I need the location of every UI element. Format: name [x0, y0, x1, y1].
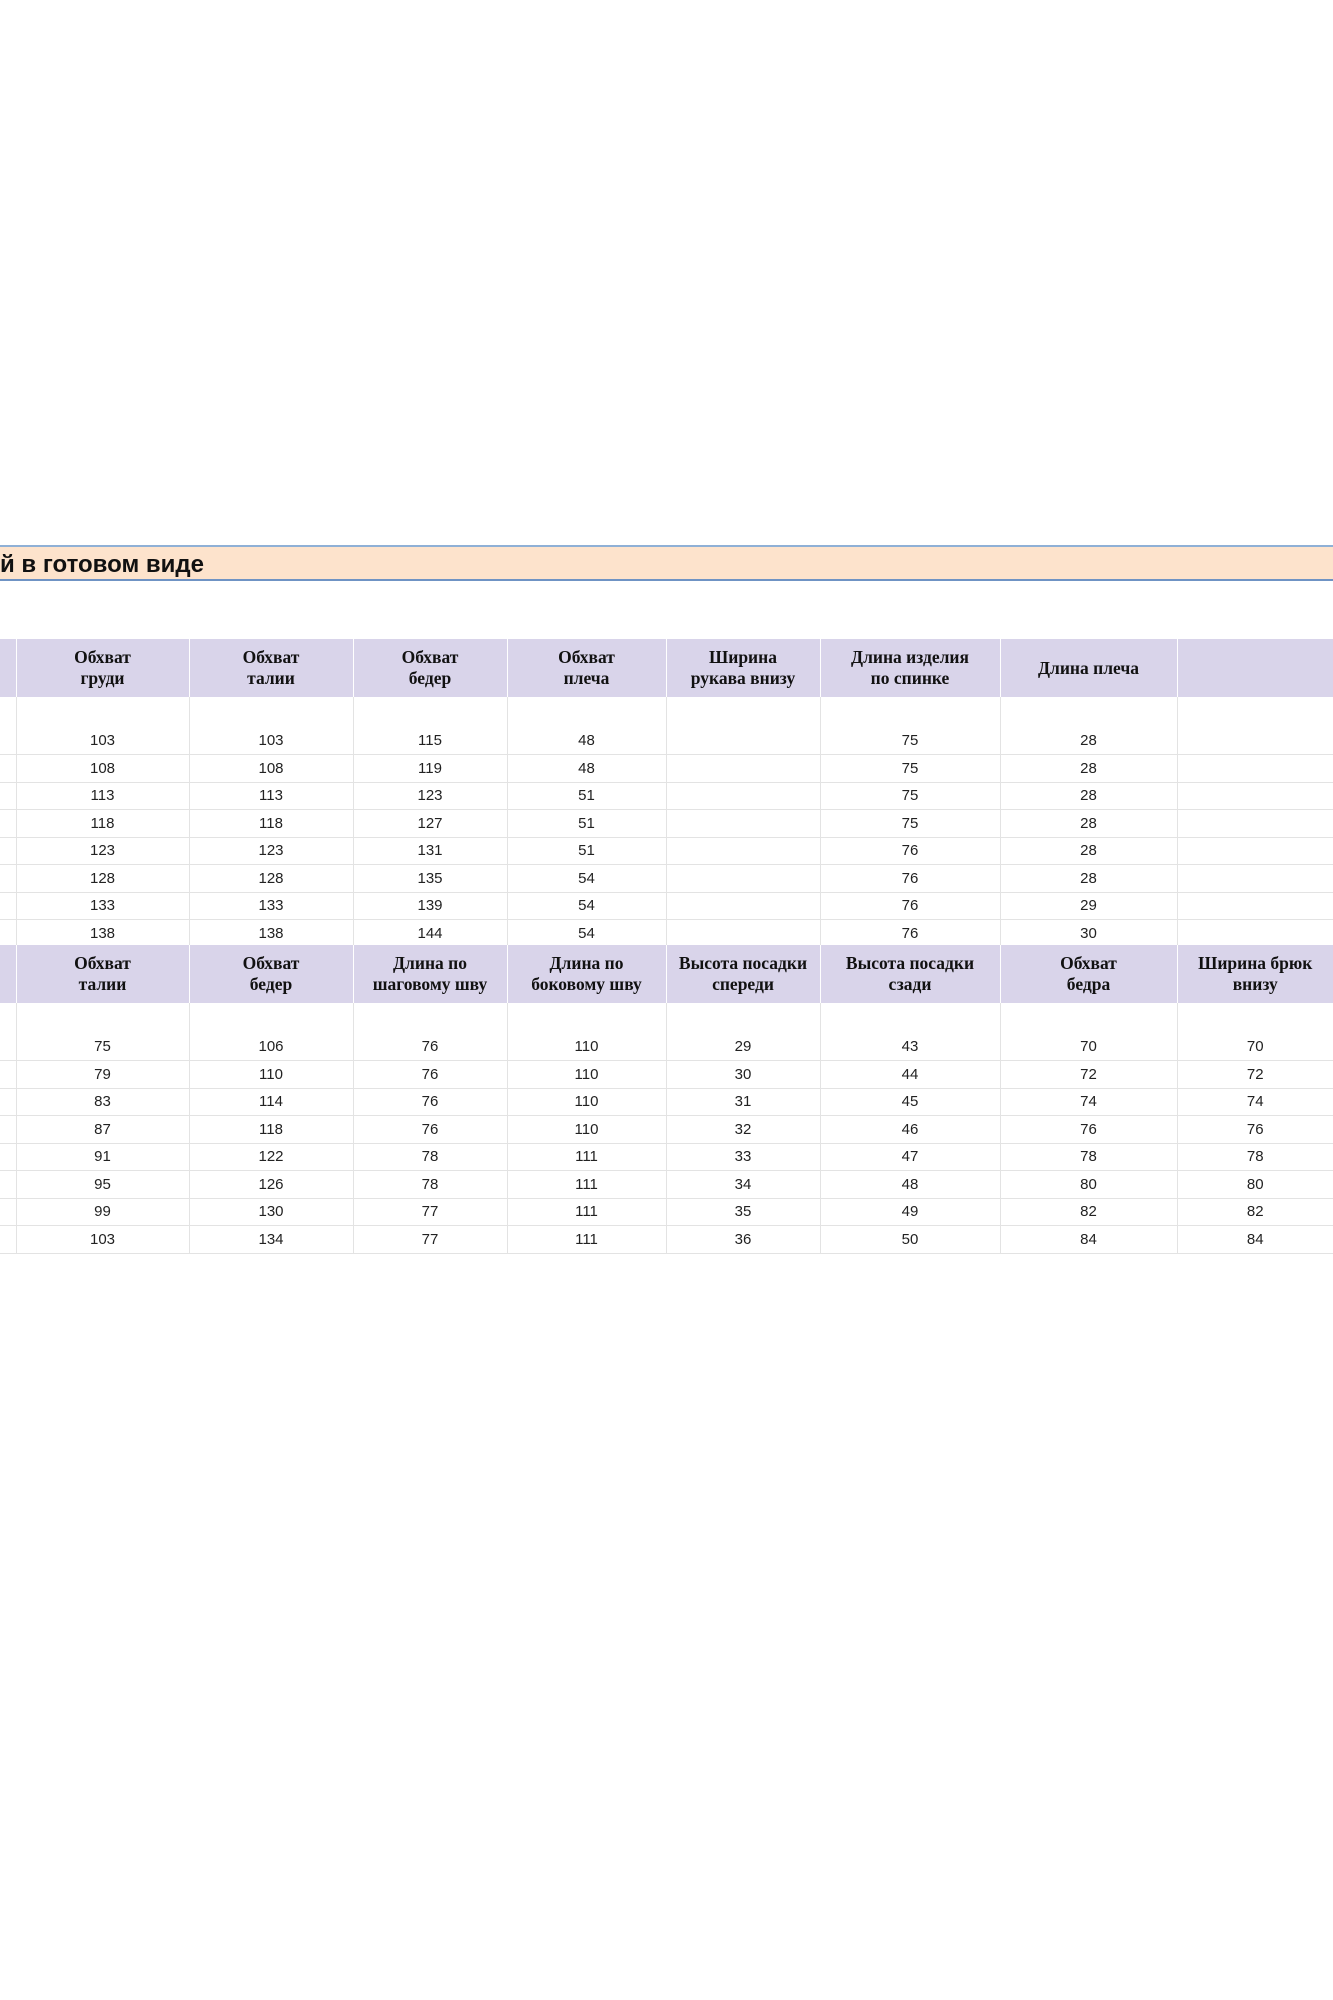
- table-row: [0, 755, 1333, 783]
- column-header-line: сзади: [888, 974, 932, 994]
- table-cell: [1177, 782, 1333, 810]
- column-header-line: спереди: [712, 974, 774, 994]
- table-cell: 83: [16, 1088, 189, 1116]
- column-header: [1000, 945, 1177, 1003]
- column-header: [666, 639, 820, 697]
- table-cell: 28: [1000, 865, 1177, 893]
- table-cell: 139: [353, 892, 507, 920]
- table-cell: 76: [353, 1061, 507, 1089]
- column-header: [353, 639, 507, 697]
- table-cell: [666, 837, 820, 865]
- spacer-row: [0, 1003, 1333, 1033]
- column-header-line: бедра: [1066, 974, 1111, 994]
- table-cell: 79: [16, 1061, 189, 1089]
- column-header: [16, 945, 189, 1003]
- table-cell: [1177, 810, 1333, 838]
- table-cell: 127: [353, 810, 507, 838]
- table-cell: 91: [16, 1143, 189, 1171]
- column-header-line: внизу: [1232, 974, 1278, 994]
- table-row: [0, 1143, 1333, 1171]
- table-cell: [0, 1116, 16, 1144]
- spacer-cell: [16, 1003, 189, 1033]
- header-row: [0, 945, 1333, 1003]
- table-cell: 49: [820, 1198, 1000, 1226]
- table-cell: 75: [820, 810, 1000, 838]
- table-cell: [1177, 892, 1333, 920]
- table-cell: 76: [820, 920, 1000, 948]
- table-cell: [666, 755, 820, 783]
- table-cell: 123: [16, 837, 189, 865]
- table-cell: 135: [353, 865, 507, 893]
- spacer-cell: [1000, 1003, 1177, 1033]
- table-cell: 76: [353, 1116, 507, 1144]
- column-header-line: рукава внизу: [690, 668, 796, 688]
- table-cell: 80: [1000, 1171, 1177, 1199]
- column-header-line: плеча: [563, 668, 610, 688]
- table-cell: [0, 892, 16, 920]
- table-cell: [0, 810, 16, 838]
- column-header-line: груди: [80, 668, 125, 688]
- column-header-line: Длина по: [393, 953, 467, 973]
- table-cell: [0, 1198, 16, 1226]
- table-cell: 43: [820, 1033, 1000, 1061]
- column-header: [820, 945, 1000, 1003]
- table-cell: 50: [820, 1226, 1000, 1254]
- table-cell: 128: [16, 865, 189, 893]
- table-cell: [0, 1226, 16, 1254]
- table-cell: 76: [820, 837, 1000, 865]
- table-cell: 111: [507, 1198, 666, 1226]
- table-cell: [666, 892, 820, 920]
- table-cell: 115: [353, 727, 507, 755]
- spacer-cell: [666, 697, 820, 727]
- table-cell: 84: [1000, 1226, 1177, 1254]
- column-header: [1177, 639, 1333, 697]
- table-cell: 47: [820, 1143, 1000, 1171]
- column-header: [189, 945, 353, 1003]
- table-cell: 51: [507, 810, 666, 838]
- table-cell: 76: [1177, 1116, 1333, 1144]
- table-cell: 48: [507, 727, 666, 755]
- table-cell: 54: [507, 920, 666, 948]
- table-cell: 122: [189, 1143, 353, 1171]
- table-row: [0, 892, 1333, 920]
- column-header: [507, 945, 666, 1003]
- table-cell: [0, 755, 16, 783]
- table-cell: 72: [1000, 1061, 1177, 1089]
- table-cell: 76: [1000, 1116, 1177, 1144]
- table-cell: 35: [666, 1198, 820, 1226]
- column-header-line: Ширина: [709, 647, 777, 667]
- table-cell: [0, 1143, 16, 1171]
- page-title: й в готовом виде: [0, 551, 204, 578]
- table-cell: [0, 1033, 16, 1061]
- column-header-line: по спинке: [870, 668, 950, 688]
- table-cell: [666, 727, 820, 755]
- table-cell: 133: [16, 892, 189, 920]
- table-cell: 110: [189, 1061, 353, 1089]
- table-row: [0, 1226, 1333, 1254]
- table-cell: [0, 865, 16, 893]
- table-cell: 76: [820, 865, 1000, 893]
- table-row: [0, 837, 1333, 865]
- table-cell: [0, 1061, 16, 1089]
- spacer-cell: [0, 697, 16, 727]
- header-row: [0, 639, 1333, 697]
- column-header-line: Обхват: [1060, 953, 1117, 973]
- spacer-cell: [507, 1003, 666, 1033]
- table-cell: [0, 782, 16, 810]
- table-row: [0, 810, 1333, 838]
- column-header-line: Высота посадки: [845, 953, 975, 973]
- table-cell: 51: [507, 837, 666, 865]
- table-cell: 80: [1177, 1171, 1333, 1199]
- table-cell: 48: [507, 755, 666, 783]
- column-header-line: Обхват: [242, 647, 300, 667]
- table-cell: 123: [353, 782, 507, 810]
- size-table-bottom: [0, 945, 1333, 1254]
- table-cell: 78: [1000, 1143, 1177, 1171]
- table-cell: 108: [16, 755, 189, 783]
- column-header-line: Обхват: [401, 647, 459, 667]
- table-cell: 76: [353, 1088, 507, 1116]
- table-cell: 87: [16, 1116, 189, 1144]
- table-cell: 72: [1177, 1061, 1333, 1089]
- table-cell: 126: [189, 1171, 353, 1199]
- table-cell: 78: [353, 1171, 507, 1199]
- column-header: [16, 639, 189, 697]
- column-header-line: Обхват: [242, 953, 300, 973]
- column-header-line: Обхват: [558, 647, 615, 667]
- table-cell: 84: [1177, 1226, 1333, 1254]
- table-cell: [0, 1088, 16, 1116]
- table-row: [0, 920, 1333, 948]
- table-cell: 28: [1000, 810, 1177, 838]
- column-header: [820, 639, 1000, 697]
- table-cell: 31: [666, 1088, 820, 1116]
- column-header-line: Обхват: [74, 647, 131, 667]
- table-cell: [1177, 865, 1333, 893]
- table-cell: 106: [189, 1033, 353, 1061]
- spacer-cell: [507, 697, 666, 727]
- table-row: [0, 1171, 1333, 1199]
- column-header: [353, 945, 507, 1003]
- table-cell: 46: [820, 1116, 1000, 1144]
- column-header-line: Длина изделия: [851, 647, 969, 667]
- size-table-top: [0, 639, 1333, 948]
- table-cell: 133: [189, 892, 353, 920]
- table-row: [0, 1198, 1333, 1226]
- table-cell: 138: [16, 920, 189, 948]
- table-cell: 28: [1000, 837, 1177, 865]
- spacer-cell: [820, 697, 1000, 727]
- table-cell: 110: [507, 1088, 666, 1116]
- table-cell: 30: [666, 1061, 820, 1089]
- table-row: [0, 1061, 1333, 1089]
- table-cell: 33: [666, 1143, 820, 1171]
- table-cell: 114: [189, 1088, 353, 1116]
- column-header-line: талии: [247, 668, 295, 688]
- table-cell: 28: [1000, 782, 1177, 810]
- table-cell: 111: [507, 1226, 666, 1254]
- table-cell: 108: [189, 755, 353, 783]
- column-header-line: боковому шву: [531, 974, 642, 994]
- column-header-line: талии: [78, 974, 127, 994]
- table-row: [0, 727, 1333, 755]
- table-cell: 75: [820, 727, 1000, 755]
- table-cell: 103: [189, 727, 353, 755]
- table-cell: 28: [1000, 727, 1177, 755]
- table-cell: 75: [820, 782, 1000, 810]
- table-cell: 138: [189, 920, 353, 948]
- table-row: [0, 1033, 1333, 1061]
- table-cell: 82: [1000, 1198, 1177, 1226]
- table-cell: 70: [1177, 1033, 1333, 1061]
- spacer-cell: [353, 697, 507, 727]
- table-cell: 51: [507, 782, 666, 810]
- table-cell: 76: [820, 892, 1000, 920]
- table-cell: 131: [353, 837, 507, 865]
- column-header-line: бедер: [408, 668, 452, 688]
- table-cell: [1177, 920, 1333, 948]
- column-header: [0, 945, 16, 1003]
- table-cell: 74: [1000, 1088, 1177, 1116]
- table-cell: 103: [16, 727, 189, 755]
- table-cell: [1177, 837, 1333, 865]
- table-cell: [666, 920, 820, 948]
- column-header: [666, 945, 820, 1003]
- column-header-line: Обхват: [74, 953, 131, 973]
- table-cell: 123: [189, 837, 353, 865]
- table-cell: 95: [16, 1171, 189, 1199]
- table-row: [0, 865, 1333, 893]
- table-cell: 34: [666, 1171, 820, 1199]
- spacer-cell: [1000, 697, 1177, 727]
- table-cell: [1177, 755, 1333, 783]
- table-cell: 78: [353, 1143, 507, 1171]
- column-header-line: Длина плеча: [1037, 657, 1139, 678]
- table-cell: 54: [507, 892, 666, 920]
- column-header-line: Высота посадки: [678, 953, 808, 973]
- table-cell: 76: [353, 1033, 507, 1061]
- column-header: [507, 639, 666, 697]
- spacer-cell: [1177, 697, 1333, 727]
- title-bar: [0, 545, 1333, 581]
- table-cell: 77: [353, 1226, 507, 1254]
- table-cell: 111: [507, 1171, 666, 1199]
- table-cell: 78: [1177, 1143, 1333, 1171]
- table-cell: 36: [666, 1226, 820, 1254]
- column-header-line: Длина по: [549, 953, 624, 973]
- table-cell: 118: [189, 1116, 353, 1144]
- spacer-row: [0, 697, 1333, 727]
- table-cell: 32: [666, 1116, 820, 1144]
- column-header: [1000, 639, 1177, 697]
- table-row: [0, 1088, 1333, 1116]
- table-cell: 113: [16, 782, 189, 810]
- spacer-cell: [189, 697, 353, 727]
- table-cell: 82: [1177, 1198, 1333, 1226]
- table-cell: [0, 920, 16, 948]
- column-header-line: Ширина брюк: [1198, 953, 1313, 973]
- table-row: [0, 782, 1333, 810]
- spacer-cell: [1177, 1003, 1333, 1033]
- table-cell: 110: [507, 1061, 666, 1089]
- table-cell: 75: [16, 1033, 189, 1061]
- table-cell: 29: [666, 1033, 820, 1061]
- table-cell: [666, 865, 820, 893]
- table-cell: 54: [507, 865, 666, 893]
- table-cell: 110: [507, 1033, 666, 1061]
- table-cell: [0, 727, 16, 755]
- spacer-cell: [666, 1003, 820, 1033]
- table-cell: [0, 1171, 16, 1199]
- table-cell: 77: [353, 1198, 507, 1226]
- table-cell: 118: [189, 810, 353, 838]
- table-cell: 75: [820, 755, 1000, 783]
- table-cell: 111: [507, 1143, 666, 1171]
- column-header: [189, 639, 353, 697]
- spacer-cell: [0, 1003, 16, 1033]
- column-header-line: бедер: [249, 974, 293, 994]
- table-cell: 119: [353, 755, 507, 783]
- column-header-line: шаговому шву: [372, 974, 488, 994]
- table-cell: 44: [820, 1061, 1000, 1089]
- spacer-cell: [189, 1003, 353, 1033]
- table-cell: 113: [189, 782, 353, 810]
- table-cell: 144: [353, 920, 507, 948]
- table-cell: [666, 810, 820, 838]
- table-cell: 29: [1000, 892, 1177, 920]
- table-cell: [0, 837, 16, 865]
- table-cell: 74: [1177, 1088, 1333, 1116]
- table-cell: 99: [16, 1198, 189, 1226]
- table-cell: 128: [189, 865, 353, 893]
- table-cell: 103: [16, 1226, 189, 1254]
- table-cell: 118: [16, 810, 189, 838]
- table-cell: 48: [820, 1171, 1000, 1199]
- table-cell: 70: [1000, 1033, 1177, 1061]
- table-cell: 28: [1000, 755, 1177, 783]
- table-row: [0, 1116, 1333, 1144]
- table-cell: 30: [1000, 920, 1177, 948]
- table-cell: [1177, 727, 1333, 755]
- table-cell: 130: [189, 1198, 353, 1226]
- spacer-cell: [16, 697, 189, 727]
- column-header: [0, 639, 16, 697]
- table-cell: 134: [189, 1226, 353, 1254]
- table-cell: 110: [507, 1116, 666, 1144]
- spacer-cell: [353, 1003, 507, 1033]
- table-cell: [666, 782, 820, 810]
- spacer-cell: [820, 1003, 1000, 1033]
- column-header: [1177, 945, 1333, 1003]
- table-cell: 45: [820, 1088, 1000, 1116]
